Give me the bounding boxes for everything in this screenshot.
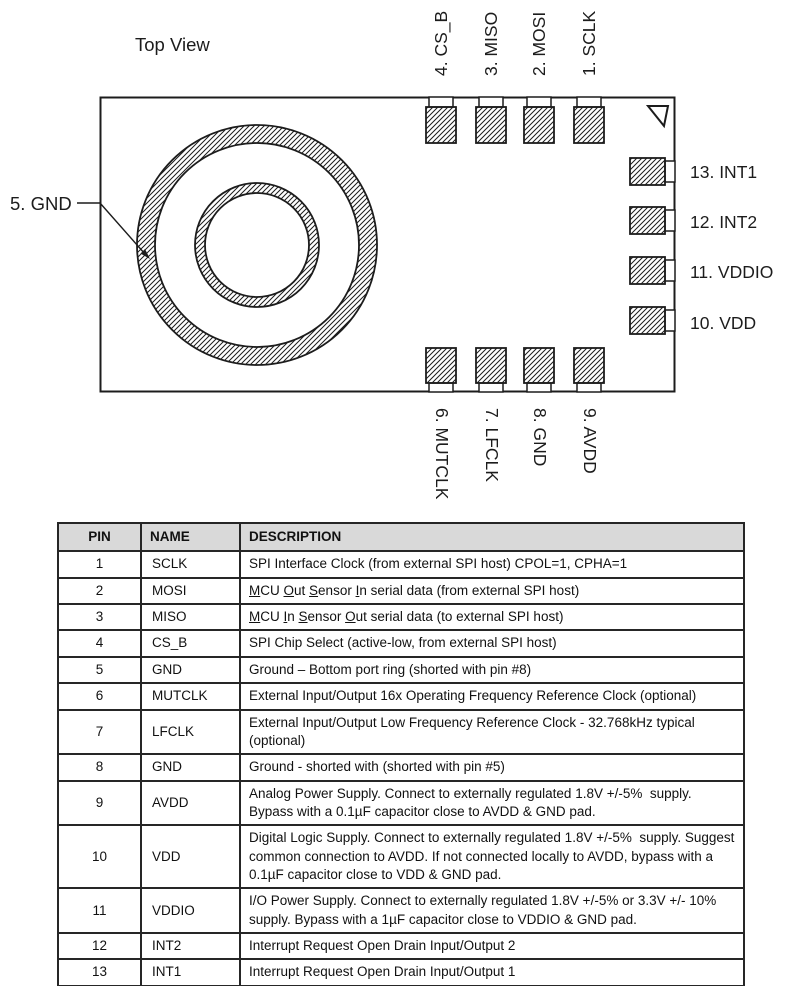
pad-pin7-lfclk <box>476 348 506 392</box>
pin-number-cell: 4 <box>58 630 141 656</box>
table-row <box>58 710 744 755</box>
pin-name-cell: LFCLK <box>141 710 240 755</box>
table-row <box>58 959 744 985</box>
pin-label-6-mutclk: 6. MUTCLK <box>432 408 452 500</box>
pad-pin4-csb <box>426 97 456 143</box>
pin-name-cell: SCLK <box>141 551 240 577</box>
pin-number-cell: 6 <box>58 683 141 709</box>
pin5-gnd-label: 5. GND <box>10 193 72 214</box>
pin-name-cell: INT1 <box>141 959 240 985</box>
pin-description-cell: Ground - shorted with (shorted with pin #5) <box>240 754 744 780</box>
pin-description-cell: SPI Chip Select (active-low, from external SPI host) <box>240 630 744 656</box>
column-header-name: NAME <box>141 523 240 551</box>
table-header-row <box>58 523 744 551</box>
pin-description-cell: Ground – Bottom port ring (shorted with pin #8) <box>240 657 744 683</box>
table-row <box>58 933 744 959</box>
pin-description-table <box>57 522 745 986</box>
pin-name-cell: GND <box>141 754 240 780</box>
pad-pin8-gnd <box>524 348 554 392</box>
pin-label-4-csb: 4. CS_B <box>431 10 451 76</box>
pin-number-cell: 13 <box>58 959 141 985</box>
pin-name-cell: AVDD <box>141 781 240 826</box>
pin-number-cell: 7 <box>58 710 141 755</box>
pin-number-cell: 12 <box>58 933 141 959</box>
pin-name-cell: MUTCLK <box>141 683 240 709</box>
pad-pin13-int1 <box>630 158 675 185</box>
pin-label-9-avdd: 9. AVDD <box>580 408 600 474</box>
column-header-pin: PIN <box>58 523 141 551</box>
pin-description-cell: I/O Power Supply. Connect to externally regulated 1.8V +/-5% or 3.3V +/- 10% supply. Bypass with a 1µF capacitor close to VDDIO & GND pad. <box>240 888 744 933</box>
pin-table-body <box>58 551 744 985</box>
table-row <box>58 683 744 709</box>
pin-name-cell: MISO <box>141 604 240 630</box>
table-row <box>58 657 744 683</box>
pin-label-3-miso: 3. MISO <box>481 11 501 76</box>
pin-label-1-sclk: 1. SCLK <box>579 10 599 76</box>
pin-description-cell: External Input/Output 16x Operating Frequency Reference Clock (optional) <box>240 683 744 709</box>
pin-name-cell: VDD <box>141 825 240 888</box>
pad-pin1-sclk <box>574 97 604 143</box>
pin-number-cell: 1 <box>58 551 141 577</box>
table-row <box>58 578 744 604</box>
diagram-title: Top View <box>135 34 210 55</box>
bottom-port-ring <box>137 125 377 365</box>
pin-number-cell: 10 <box>58 825 141 888</box>
pin-description-cell: SPI Interface Clock (from external SPI host) CPOL=1, CPHA=1 <box>240 551 744 577</box>
column-header-description: DESCRIPTION <box>240 523 744 551</box>
pad-pin11-vddio <box>630 257 675 284</box>
pin-description-cell: MCU Out Sensor In serial data (from external SPI host) <box>240 578 744 604</box>
pin-name-cell: GND <box>141 657 240 683</box>
pin-name-cell: CS_B <box>141 630 240 656</box>
pin-label-12-int2: 12. INT2 <box>690 212 758 232</box>
pad-pin12-int2 <box>630 207 675 234</box>
pin-label-13-int1: 13. INT1 <box>690 162 758 182</box>
table-row <box>58 888 744 933</box>
pin-label-10-vdd: 10. VDD <box>690 313 757 333</box>
table-row <box>58 630 744 656</box>
pin-number-cell: 2 <box>58 578 141 604</box>
pad-pin9-avdd <box>574 348 604 392</box>
pad-pin2-mosi <box>524 97 554 143</box>
pin-name-cell: MOSI <box>141 578 240 604</box>
pin-number-cell: 11 <box>58 888 141 933</box>
table-row <box>58 551 744 577</box>
table-row <box>58 604 744 630</box>
table-row <box>58 825 744 888</box>
pin-label-11-vddio: 11. VDDIO <box>690 262 774 282</box>
pin-description-cell: Analog Power Supply. Connect to externally regulated 1.8V +/-5% supply. Bypass with a 0.1µF capacitor close to AVDD & GND pad. <box>240 781 744 826</box>
pad-pin6-mutclk <box>426 348 456 392</box>
pin-label-8-gnd: 8. GND <box>530 408 550 467</box>
pin-description-cell: External Input/Output Low Frequency Reference Clock - 32.768kHz typical (optional) <box>240 710 744 755</box>
pin-description-cell: MCU In Sensor Out serial data (to external SPI host) <box>240 604 744 630</box>
pad-pin3-miso <box>476 97 506 143</box>
pin-name-cell: VDDIO <box>141 888 240 933</box>
pin-label-2-mosi: 2. MOSI <box>529 11 549 76</box>
pin-label-7-lfclk: 7. LFCLK <box>482 408 502 482</box>
pin-description-cell: Interrupt Request Open Drain Input/Output 2 <box>240 933 744 959</box>
pin-description-cell: Interrupt Request Open Drain Input/Output 1 <box>240 959 744 985</box>
table-row <box>58 754 744 780</box>
pin-number-cell: 8 <box>58 754 141 780</box>
pin-description-cell: Digital Logic Supply. Connect to externally regulated 1.8V +/-5% supply. Suggest common connection to AVDD. If not connected locally to AVDD, bypass with a 0.1µF capacitor close to VDD & GND pad. <box>240 825 744 888</box>
pad-pin10-vdd <box>630 307 675 334</box>
pin-name-cell: INT2 <box>141 933 240 959</box>
pin-number-cell: 3 <box>58 604 141 630</box>
table-row <box>58 781 744 826</box>
pin-number-cell: 5 <box>58 657 141 683</box>
pin-number-cell: 9 <box>58 781 141 826</box>
